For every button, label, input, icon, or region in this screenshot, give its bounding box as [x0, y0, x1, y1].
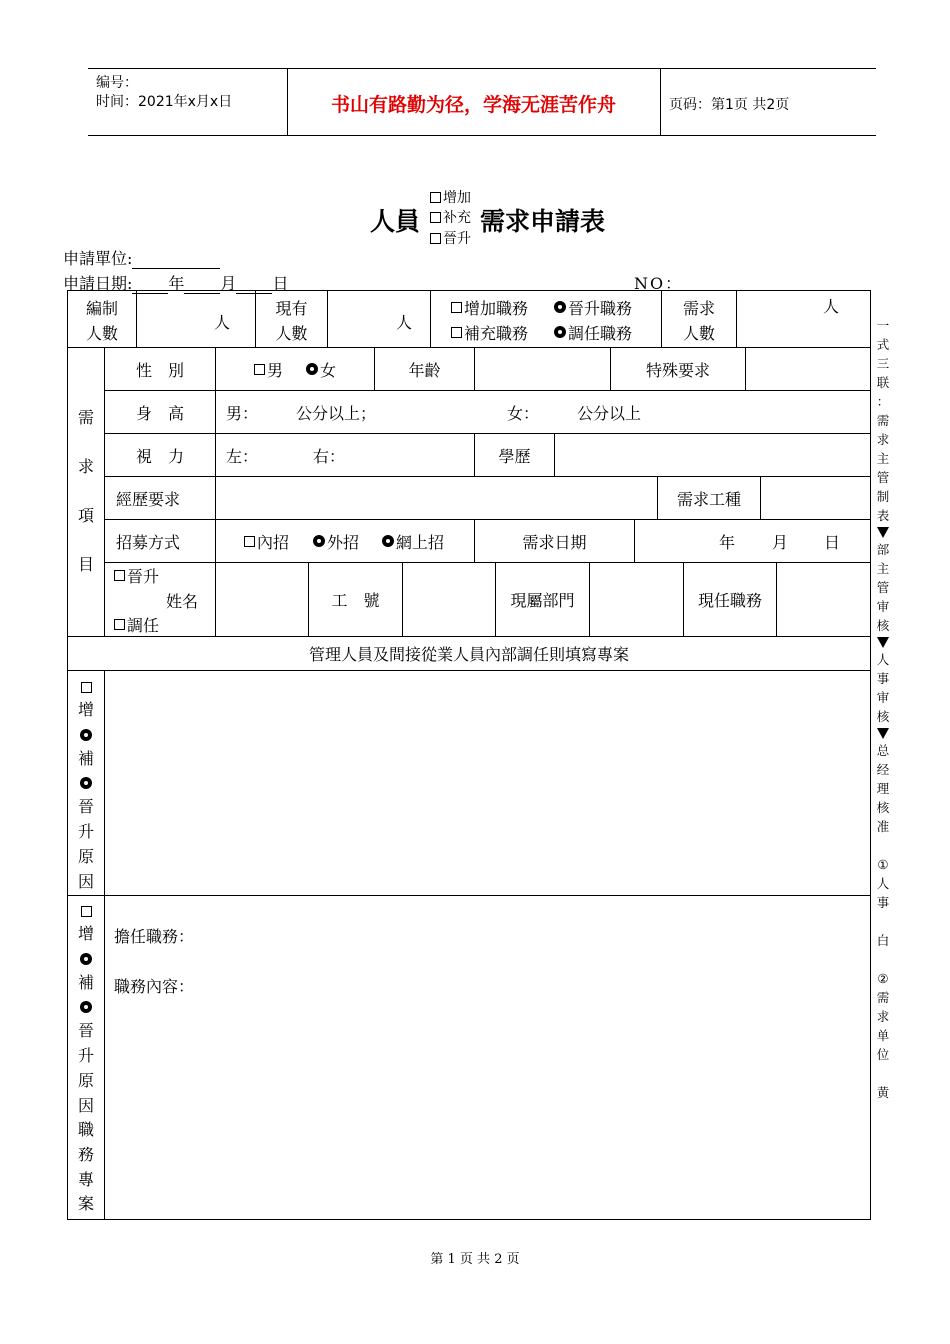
table-border-bottom: [67, 1219, 871, 1220]
employee-no-field[interactable]: [403, 563, 495, 636]
side-char: 人: [876, 652, 890, 667]
side-char: 核: [876, 618, 890, 633]
checkbox-icon[interactable]: [114, 619, 125, 630]
title-left: 人員: [370, 207, 421, 236]
side-char: 核: [876, 800, 890, 815]
reason-char: 專: [77, 1169, 94, 1189]
height-female-label: 女：: [507, 403, 540, 423]
age-label: 年齡: [408, 360, 441, 380]
reason-char: 因: [77, 871, 94, 891]
side-char: ：: [876, 394, 890, 409]
side-char: 人: [876, 876, 890, 891]
option-supplement-position[interactable]: [451, 321, 528, 343]
reason-char: 補: [77, 748, 94, 768]
recruit-external-option[interactable]: [313, 520, 359, 562]
quota-unit: 人: [214, 312, 231, 332]
form-number-label: NO：: [634, 274, 684, 293]
reason-char: 補: [77, 972, 94, 992]
side-char: 管: [876, 580, 890, 595]
application-unit-field[interactable]: [132, 252, 220, 269]
date-day-label: 日: [272, 274, 289, 293]
grid-line: [736, 290, 737, 347]
side-char: 审: [876, 599, 890, 614]
experience-field[interactable]: [216, 477, 657, 519]
current-label-line2: 人數: [275, 323, 308, 343]
reason-char: 案: [77, 1194, 94, 1214]
table-border-right: [870, 290, 871, 1219]
requirements-section-label: [68, 405, 104, 575]
gender-label: 性 別: [135, 360, 184, 380]
grid-line: [430, 290, 431, 347]
table-border-top: [67, 290, 871, 291]
quota-label-line1: 編制: [85, 298, 118, 318]
section-char: 項: [77, 506, 94, 525]
title-option-add[interactable]: [430, 187, 471, 207]
side-char: 理: [876, 781, 890, 796]
reason-char: 原: [77, 1070, 94, 1090]
document-time-label: 时间：2021年x月x日: [96, 94, 233, 110]
grid-line: [136, 290, 137, 347]
grid-line: [327, 290, 328, 347]
checkbox-icon[interactable]: [81, 906, 92, 917]
header-top-border: [88, 68, 876, 69]
vision-left-label: 左：: [226, 446, 259, 466]
current-unit: 人: [396, 312, 413, 332]
option-supplement-position-label: 補充職務: [464, 323, 529, 343]
radio-selected-icon[interactable]: [80, 1001, 92, 1013]
side-char: ①: [877, 857, 889, 872]
date-year-label: 年: [168, 274, 185, 293]
side-char: 联: [876, 375, 890, 390]
checkbox-icon[interactable]: [430, 212, 441, 223]
page-footer: 第 1 页 共 2 页: [430, 1252, 520, 1267]
document-number-label: 编号：: [96, 75, 138, 91]
recruit-online-label: 網上招: [396, 532, 445, 552]
side-char: 表: [876, 508, 890, 523]
need-date-day: 日: [824, 532, 841, 552]
section-char: 求: [77, 457, 94, 476]
radio-selected-icon[interactable]: [306, 363, 318, 375]
checkbox-icon[interactable]: [81, 682, 92, 693]
side-char: 事: [876, 895, 890, 910]
option-transfer-position[interactable]: [554, 321, 632, 343]
side-char: 位: [876, 1047, 890, 1062]
recruit-label: 招募方式: [115, 532, 180, 552]
side-char: 制: [876, 489, 890, 504]
recruit-internal-option[interactable]: [244, 520, 289, 562]
side-char: 主: [876, 561, 890, 576]
side-char: 管: [876, 470, 890, 485]
height-male-label: 男：: [226, 403, 259, 423]
header-bottom-border: [88, 135, 876, 136]
checkbox-icon[interactable]: [244, 536, 255, 547]
radio-selected-icon[interactable]: [313, 535, 325, 547]
special-requirement-label: 特殊要求: [645, 360, 710, 380]
education-label: 學歷: [498, 446, 531, 466]
recruit-external-label: 外招: [327, 532, 360, 552]
side-char: 一: [876, 318, 890, 333]
title-option-promote-label: 晉升: [443, 231, 471, 247]
gender-female-label: 女: [320, 360, 337, 380]
reason-char: 晉: [77, 797, 94, 817]
gender-male-option[interactable]: [254, 348, 283, 390]
section-char: 目: [77, 555, 94, 574]
arrow-down-icon: [877, 527, 889, 538]
quota-label-line2: 人數: [85, 323, 118, 343]
title-option-promote[interactable]: [430, 228, 471, 248]
date-month-field[interactable]: [184, 277, 220, 294]
transfer-option-label: 調任: [127, 615, 160, 635]
education-field[interactable]: [555, 434, 870, 476]
checkbox-icon[interactable]: [254, 364, 265, 375]
promote-option-label: 晉升: [127, 566, 160, 586]
radio-selected-icon[interactable]: [554, 326, 566, 338]
name-label: 姓名: [166, 591, 199, 611]
option-add-position-label: 增加職務: [464, 298, 529, 318]
title-option-add-label: 增加: [443, 190, 471, 206]
department-field[interactable]: [590, 563, 683, 636]
checkbox-icon[interactable]: [430, 192, 441, 203]
management-note: [68, 637, 870, 670]
side-char: 求: [876, 1009, 890, 1024]
checkbox-icon[interactable]: [114, 570, 125, 581]
side-char: 需: [876, 413, 890, 428]
side-char: 总: [876, 743, 890, 758]
management-note-text: 管理人員及間接從業人員內部調任則填寫專案: [308, 645, 629, 664]
transfer-option[interactable]: [114, 613, 159, 635]
side-char: 黄: [876, 1085, 890, 1100]
grid-line: [104, 390, 871, 391]
need-label-line2: 人數: [682, 323, 715, 343]
reason-detail-section-label: [68, 900, 104, 1217]
position-field[interactable]: [777, 563, 870, 636]
vision-right-label: 右：: [313, 446, 346, 466]
position-label: 現任職務: [697, 591, 762, 610]
reason-char: 升: [77, 1046, 94, 1066]
department-label: 現屬部門: [510, 591, 575, 610]
checkbox-icon[interactable]: [430, 233, 441, 244]
position-detail-area[interactable]: [230, 900, 860, 1210]
side-char: 准: [876, 819, 890, 834]
assumed-position-label: 擔任職務：: [114, 926, 195, 946]
duty-content-label: 職務內容：: [114, 976, 195, 996]
recruit-online-option[interactable]: [382, 520, 444, 562]
reason-char: 原: [77, 846, 94, 866]
experience-label: 經歷要求: [115, 489, 180, 509]
application-unit: [63, 246, 220, 269]
reason-char: 因: [77, 1095, 94, 1115]
job-type-label: 需求工種: [676, 489, 741, 509]
need-unit: 人: [823, 296, 840, 316]
reason-char: 務: [77, 1144, 94, 1164]
grid-line: [634, 519, 635, 562]
title-option-supplement-label: 补充: [443, 210, 471, 226]
vision-label: 視 力: [135, 446, 184, 466]
side-char: 白: [876, 933, 890, 948]
option-promote-position-label: 晉升職務: [568, 298, 633, 318]
option-promote-position[interactable]: [554, 296, 632, 318]
gender-male-label: 男: [267, 360, 284, 380]
reason-section-label: [68, 676, 104, 894]
section-char: 需: [77, 408, 94, 427]
checkbox-icon[interactable]: [451, 327, 462, 338]
employee-no-label: 工 號: [331, 591, 380, 610]
application-unit-label: 申請單位:: [63, 249, 133, 268]
reason-char: 升: [77, 822, 94, 842]
date-year-field[interactable]: [132, 277, 168, 294]
option-transfer-position-label: 調任職務: [568, 323, 633, 343]
reason-char: 職: [77, 1120, 94, 1140]
title-option-supplement[interactable]: [430, 207, 471, 227]
need-label-line1: 需求: [682, 298, 715, 318]
checkbox-icon[interactable]: [451, 302, 462, 313]
side-char: 经: [876, 762, 890, 777]
side-char: 单: [876, 1028, 890, 1043]
height-female-unit: 公分以上: [577, 403, 642, 423]
header-divider-2: [660, 68, 661, 135]
radio-selected-icon[interactable]: [80, 953, 92, 965]
side-char: 核: [876, 709, 890, 724]
grid-line: [67, 895, 871, 896]
radio-selected-icon[interactable]: [80, 729, 92, 741]
side-char: 部: [876, 542, 890, 557]
side-char: 求: [876, 432, 890, 447]
arrow-down-icon: [877, 728, 889, 739]
side-char: ②: [877, 971, 889, 986]
side-char: 需: [876, 990, 890, 1005]
need-date-label: 需求日期: [522, 532, 587, 552]
need-date-year: 年: [719, 532, 736, 552]
job-type-field[interactable]: [761, 477, 870, 519]
side-workflow-column: [872, 316, 894, 1102]
arrow-down-icon: [877, 637, 889, 648]
reason-char: 晉: [77, 1021, 94, 1041]
page-info: 页码：第1页 共2页: [669, 97, 790, 113]
special-requirement-field[interactable]: [746, 348, 870, 390]
reason-char: 增: [77, 924, 94, 943]
header-motto: 书山有路勤为径，学海无涯苦作舟: [330, 94, 616, 116]
need-date-month: 月: [772, 532, 789, 552]
reason-text-area[interactable]: [105, 671, 870, 895]
application-date-label: 申請日期:: [63, 274, 133, 293]
side-char: 三: [876, 356, 890, 371]
radio-selected-icon[interactable]: [554, 301, 566, 313]
date-month-label: 月: [220, 274, 237, 293]
current-label-line1: 現有: [275, 298, 308, 318]
title-right: 需求申請表: [480, 207, 606, 236]
height-male-unit: 公分以上；: [296, 403, 377, 423]
promote-option[interactable]: [114, 564, 159, 586]
side-char: 主: [876, 451, 890, 466]
side-char: 式: [876, 337, 890, 352]
option-add-position[interactable]: [451, 296, 528, 318]
side-char: 审: [876, 690, 890, 705]
recruit-internal-label: 內招: [257, 532, 290, 552]
side-char: 事: [876, 671, 890, 686]
height-label: 身 高: [135, 403, 184, 423]
reason-char: 增: [77, 700, 94, 719]
radio-selected-icon[interactable]: [80, 777, 92, 789]
name-field[interactable]: [216, 563, 308, 636]
radio-selected-icon[interactable]: [382, 535, 394, 547]
age-field[interactable]: [475, 348, 610, 390]
gender-female-option[interactable]: [306, 348, 336, 390]
